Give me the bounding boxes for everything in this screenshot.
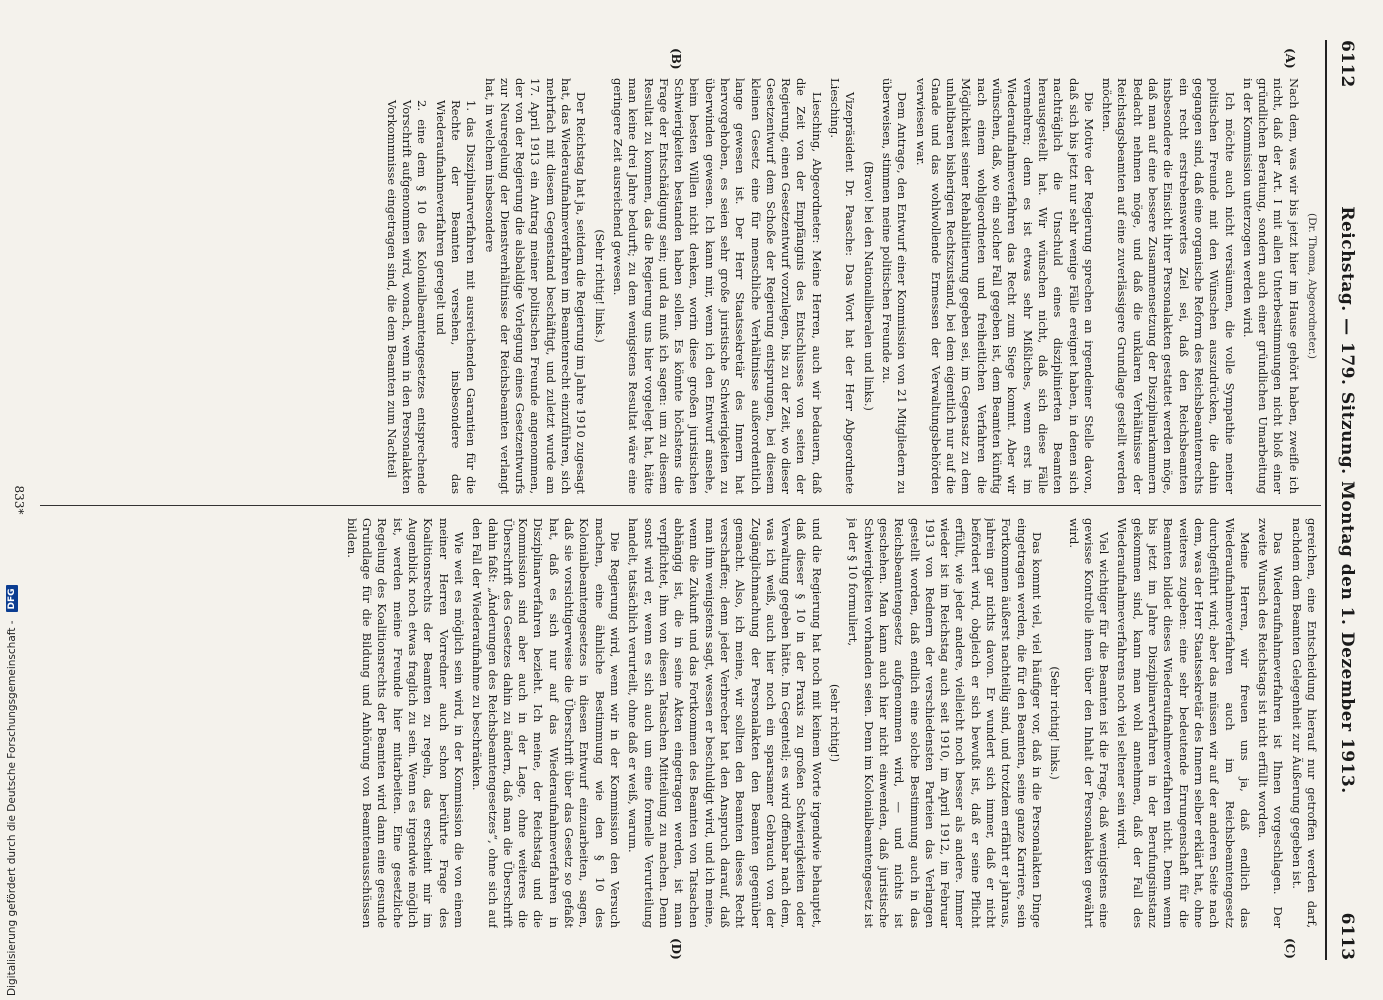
paragraph: Dem Antrage, den Entwurf einer Kommission von 21 Mitgliedern zu überweisen, stimmen meine politischen Freunde zu.	[879, 78, 910, 494]
digitization-credit	[2, 0, 22, 1000]
margin-mark-d: (D)	[669, 938, 683, 960]
header-title: Reichstag. — 179. Sitzung. Montag den 1. Dezember 1913.	[1337, 206, 1357, 794]
paragraph: Liesching, Abgeordneter: Meine Herren, auch wir bedauern, daß die Zeit von der Empfängnis des Entschlusses von seiten der Regierung, einen Gesetzentwurf vorzulegen, bis zu der Zeit, wo dieser Gesetzentwurf dem Schoße der Regierung entsprungen, bei diesem kleinen Gesetz eine für menschliche Verhältnisse außerordentlich lange gewesen ist. Der Herr Staatssekretär des Innern hat hervorgehoben, es seien sehr große juristische Schwierigkeiten zu überwinden gewesen. Ich kann mir, wenn ich den Entwurf ansehe, beim besten Willen nicht denken, worin diese großen juristischen Schwierigkeiten bestanden haben sollen. Es könnte höchstens die Frage der Entschädigung sein; und da muß ich sagen: um zu diesem Resultat zu kommen, das die Regierung uns hier vorgelegt hat, hätte man keine drei Jahre bedurft; zu dem wenigstens Resultat wäre eine geringere Zeit ausreichend gewesen.	[610, 78, 824, 494]
paragraph: Wie weit es möglich sein wird, in der Kommission die von einem meiner Herren Vorredner auch schon berührte Frage des Koalitionsrechts der Beamten zu regeln, das erscheint mir im Augenblick noch etwas fraglich zu sein. Wenn es irgendwie möglich ist, werden meine Freunde hier mitarbeiten. Eine gesetzliche Regelung des Koalitionsrechts der Beamten wird dann eine gesunde Grundlage für die Bildung und Anhörung von Beamtenausschüssen bilden.	[344, 518, 466, 928]
page-header	[1329, 40, 1365, 960]
applause-note: (sehr richtig!)	[828, 684, 842, 762]
credit-text: Digitalisierung gefördert durch die Deutsche Forschungsgemeinschaft -	[6, 620, 18, 996]
paragraph: gereichen, eine Entscheidung hierauf nur getroffen werden darf, nachdem dem Beamten Gelegenheit zur Äußerung gegeben ist.	[1289, 518, 1319, 928]
margin-mark-a: (A)	[1283, 48, 1297, 69]
paragraph: Das kommt viel, viel häufiger vor, daß in die Personalakten Dinge eingetragen werden, die für den Beamten, seine ganze Karriere, sein Fortkommen äußerst nachteilig sind, und trotzdem erfährt er jahraus, jahrein gar nichts davon. Er wundert sich immer, daß er nicht befördert wird, obgleich er sich bewußt ist, daß er seine Pflicht erfüllt, wie jeder andere, vielleicht noch besser als andere. Immer wieder ist im Reichstag auch seit 1910, im April 1912, im Februar 1913 von Rednern der verschiedensten Parteien das Verlangen gestellt worden, daß endlich eine solche Bestimmung auch in das Reichsbeamtengesetz aufgenommen wird, — und nichts ist geschehen. Man kann auch hier nicht einwenden, daß juristische Schwierigkeiten vorhanden seien. Denn im Kolonialbeamtengesetz ist ja der § 10 formuliert,	[846, 518, 1044, 928]
paragraph: Das Wiederaufnahmeverfahren ist Ihnen vorgeschlagen. Der zweite Wunsch des Reichstags ist nicht erfüllt worden.	[1256, 518, 1286, 928]
paragraph: Nach dem, was wir bis jetzt hier im Hause gehört haben, zweifle ich nicht, daß der Art. I mit allen Unterbestimmungen nicht bloß einer gründlichen Beratung, sondern auch einer gründlichen Umarbeitung in der Kommission unterzogen werden wird.	[1240, 78, 1301, 494]
applause-note: (Sehr richtig! links.)	[592, 229, 606, 343]
paragraph: Ich möchte auch nicht versäumen, die volle Sympathie meiner politischen Freunde mit den Wünschen auszudrücken, die dahin gegangen sind, daß eine organische Reform des Reichsbeamtenrechts ein recht erstrebenswertes Ziel sei, daß den Reichsbeamten insbesondere die Einsicht ihrer Personalakten gestattet werden möge, daß man auf eine bessere Zusammensetzung der Disziplinarkammern Bedacht nehmen möge, und daß die unklaren Verhältnisse der Reichstagsbeamten auf eine zuverlässigere Grundlage gestellt werden möchten.	[1100, 78, 1237, 494]
paragraph: Viel wichtiger für die Beamten ist die Frage, daß wenigstens eine gewisse Kontrolle ihnen über den Inhalt der Personalakten gewährt wird.	[1066, 518, 1112, 928]
applause-note: (Bravo! bei den Nationalliberalen und links.)	[861, 161, 875, 411]
speaker-running-head: (Dr. Thoma, Abgeordneter.)	[1306, 212, 1318, 360]
list-item: 2. eine dem § 10 des Kolonialbeamtengesetzes entsprechende Vorschrift aufgenommen wird, wonach, wenn in den Personalakten Vorkommnisse eingetragen sind, die dem Beamten zum Nachteil	[384, 100, 430, 494]
left-column	[40, 78, 1319, 494]
header-rule	[1326, 40, 1328, 960]
president-line: Vizepräsident Dr. Paasche: Das Wort hat der Herr Abgeordnete Liesching.	[828, 78, 858, 494]
paragraph: Die Regierung wird, wenn wir in der Kommission den Versuch machen, eine ähnliche Bestimmung wie den § 10 des Kolonialbeamtengesetzes in diesen Entwurf einzuarbeiten, sagen, daß sie vorsichtigerweise die Überschrift über das Gesetz so gefaßt hat, daß es sich nur auf das Wiederaufnahmeverfahren in Disziplinarverfahren bezieht. Ich meine, der Reichstag und die Kommission sind aber auch in der Lage, ohne weiteres die Überschrift des Gesetzes dahin zu ändern, daß man die Überschrift dahin faßt: „Änderungen des Reichsbeamtengesetzes“, ohne sich auf den Fall der Wiederaufnahme zu beschränken.	[470, 518, 622, 928]
page-number-right: 6113	[1337, 912, 1357, 960]
paragraph: und die Regierung hat noch mit keinem Worte irgendwie behauptet, daß dieser § 10 in der Praxis zu großen Schwierigkeiten oder Verwaltung gegeben hätte. Im Gegenteil; es wird offenbar nach dem, was ich weiß, auch hier noch ein sparsamer Gebrauch von der Zugänglichmachung der Personalakten den Beamten gegenüber gemacht. Also, ich meine, wir sollten den Beamten dieses Recht verschaffen; denn jeder Verbrecher hat den Anspruch darauf, daß man ihm wenigstens sagt, wessen er beschuldigt wird, und ich meine, wenn die Zukunft und das Fortkommen des Beamten von Tatsachen abhängig ist, die in seine Akten eingetragen werden, ist man verpflichtet, ihm von diesen Tatsachen Mitteilung zu machen. Denn sonst wird er, wenn es sich auch um eine formelle Verurteilung handelt, tatsächlich verurteilt, ohne daß er weiß, warum.	[626, 518, 824, 928]
paragraph: Der Reichstag hat ja, seitdem die Regierung im Jahre 1910 zugesagt hat, das Wiederaufnahmeverfahren im Beamtenrecht einzuführen, sich mehrfach mit diesem Gegenstand beschäftigt, und zuletzt wurde am 17. April 1913 ein Antrag meiner politischen Freunde angenommen, der von der Regierung die alsbaldige Vorlegung eines Gesetzentwurfs zur Neuregelung der Dienstverhältnisse der Reichsbeamten verlangt hat, in welchem insbesondere	[482, 78, 589, 494]
page-footer-number: 833*	[12, 485, 26, 515]
dfg-logo: DFG	[6, 585, 18, 612]
page-number-left: 6112	[1337, 40, 1357, 88]
digitization-credit-strip	[2, 0, 22, 1000]
paragraph: Die Motive der Regierung sprechen an irgendeiner Stelle davon, daß sich bis jetzt nur sehr wenige Fälle ereignet haben, in denen sich nachträglich die Unschuld eines disziplinierten Beamten herausgestellt hat. Wir wünschen nicht, daß sich diese Fälle vermehren; denn es ist etwas sehr Mißliches, wenn erst im Wiederaufnahmeverfahren das Recht zum Siege kommt. Aber wir wünschen, daß, wo ein solcher Fall gegeben ist, dem Beamten künftig nach einem wohlgeordneten und freiheitlichen Verfahren die Möglichkeit seiner Rehabilitierung gegeben sei, im Gegensatz zu dem unhaltbaren bisherigen Rechtszustand, bei dem eigentlich nur auf die Gnade und das wohlwollende Ermessen der Verwaltungsbehörden verwiesen war.	[913, 78, 1096, 494]
applause-note: (Sehr richtig! links.)	[1048, 666, 1062, 780]
column-divider	[40, 505, 1321, 506]
list-item: 1. das Disziplinarverfahren mit ausreichenden Garantien für die Rechte der Beamten versehen, insbesondere das Wiederaufnahmeverfahren geregelt und	[433, 100, 479, 494]
margin-mark-b: (B)	[669, 48, 683, 70]
margin-mark-c: (C)	[1283, 938, 1297, 959]
right-column	[40, 518, 1319, 928]
paragraph: Meine Herren, wir freuen uns ja, daß endlich das Wiederaufnahmeverfahren auch im Reichsbeamtengesetz durchgeführt wird; aber das müssen wir auf der anderen Seite nach dem, was der Herr Staatssekretär des Innern selber erklärt hat, ohne weiteres zugeben: eine sehr bedeutende Errungenschaft für die Beamten bildet dieses Wiederaufnahmeverfahren nicht. Denn wenn bis jetzt im Jahre Disziplinarverfahren in der Berufungsinstanz gekommen sind, kann man wohl annehmen, daß der Fall des Wiederaufnahmeverfahrens noch viel seltener sein wird.	[1115, 518, 1252, 928]
